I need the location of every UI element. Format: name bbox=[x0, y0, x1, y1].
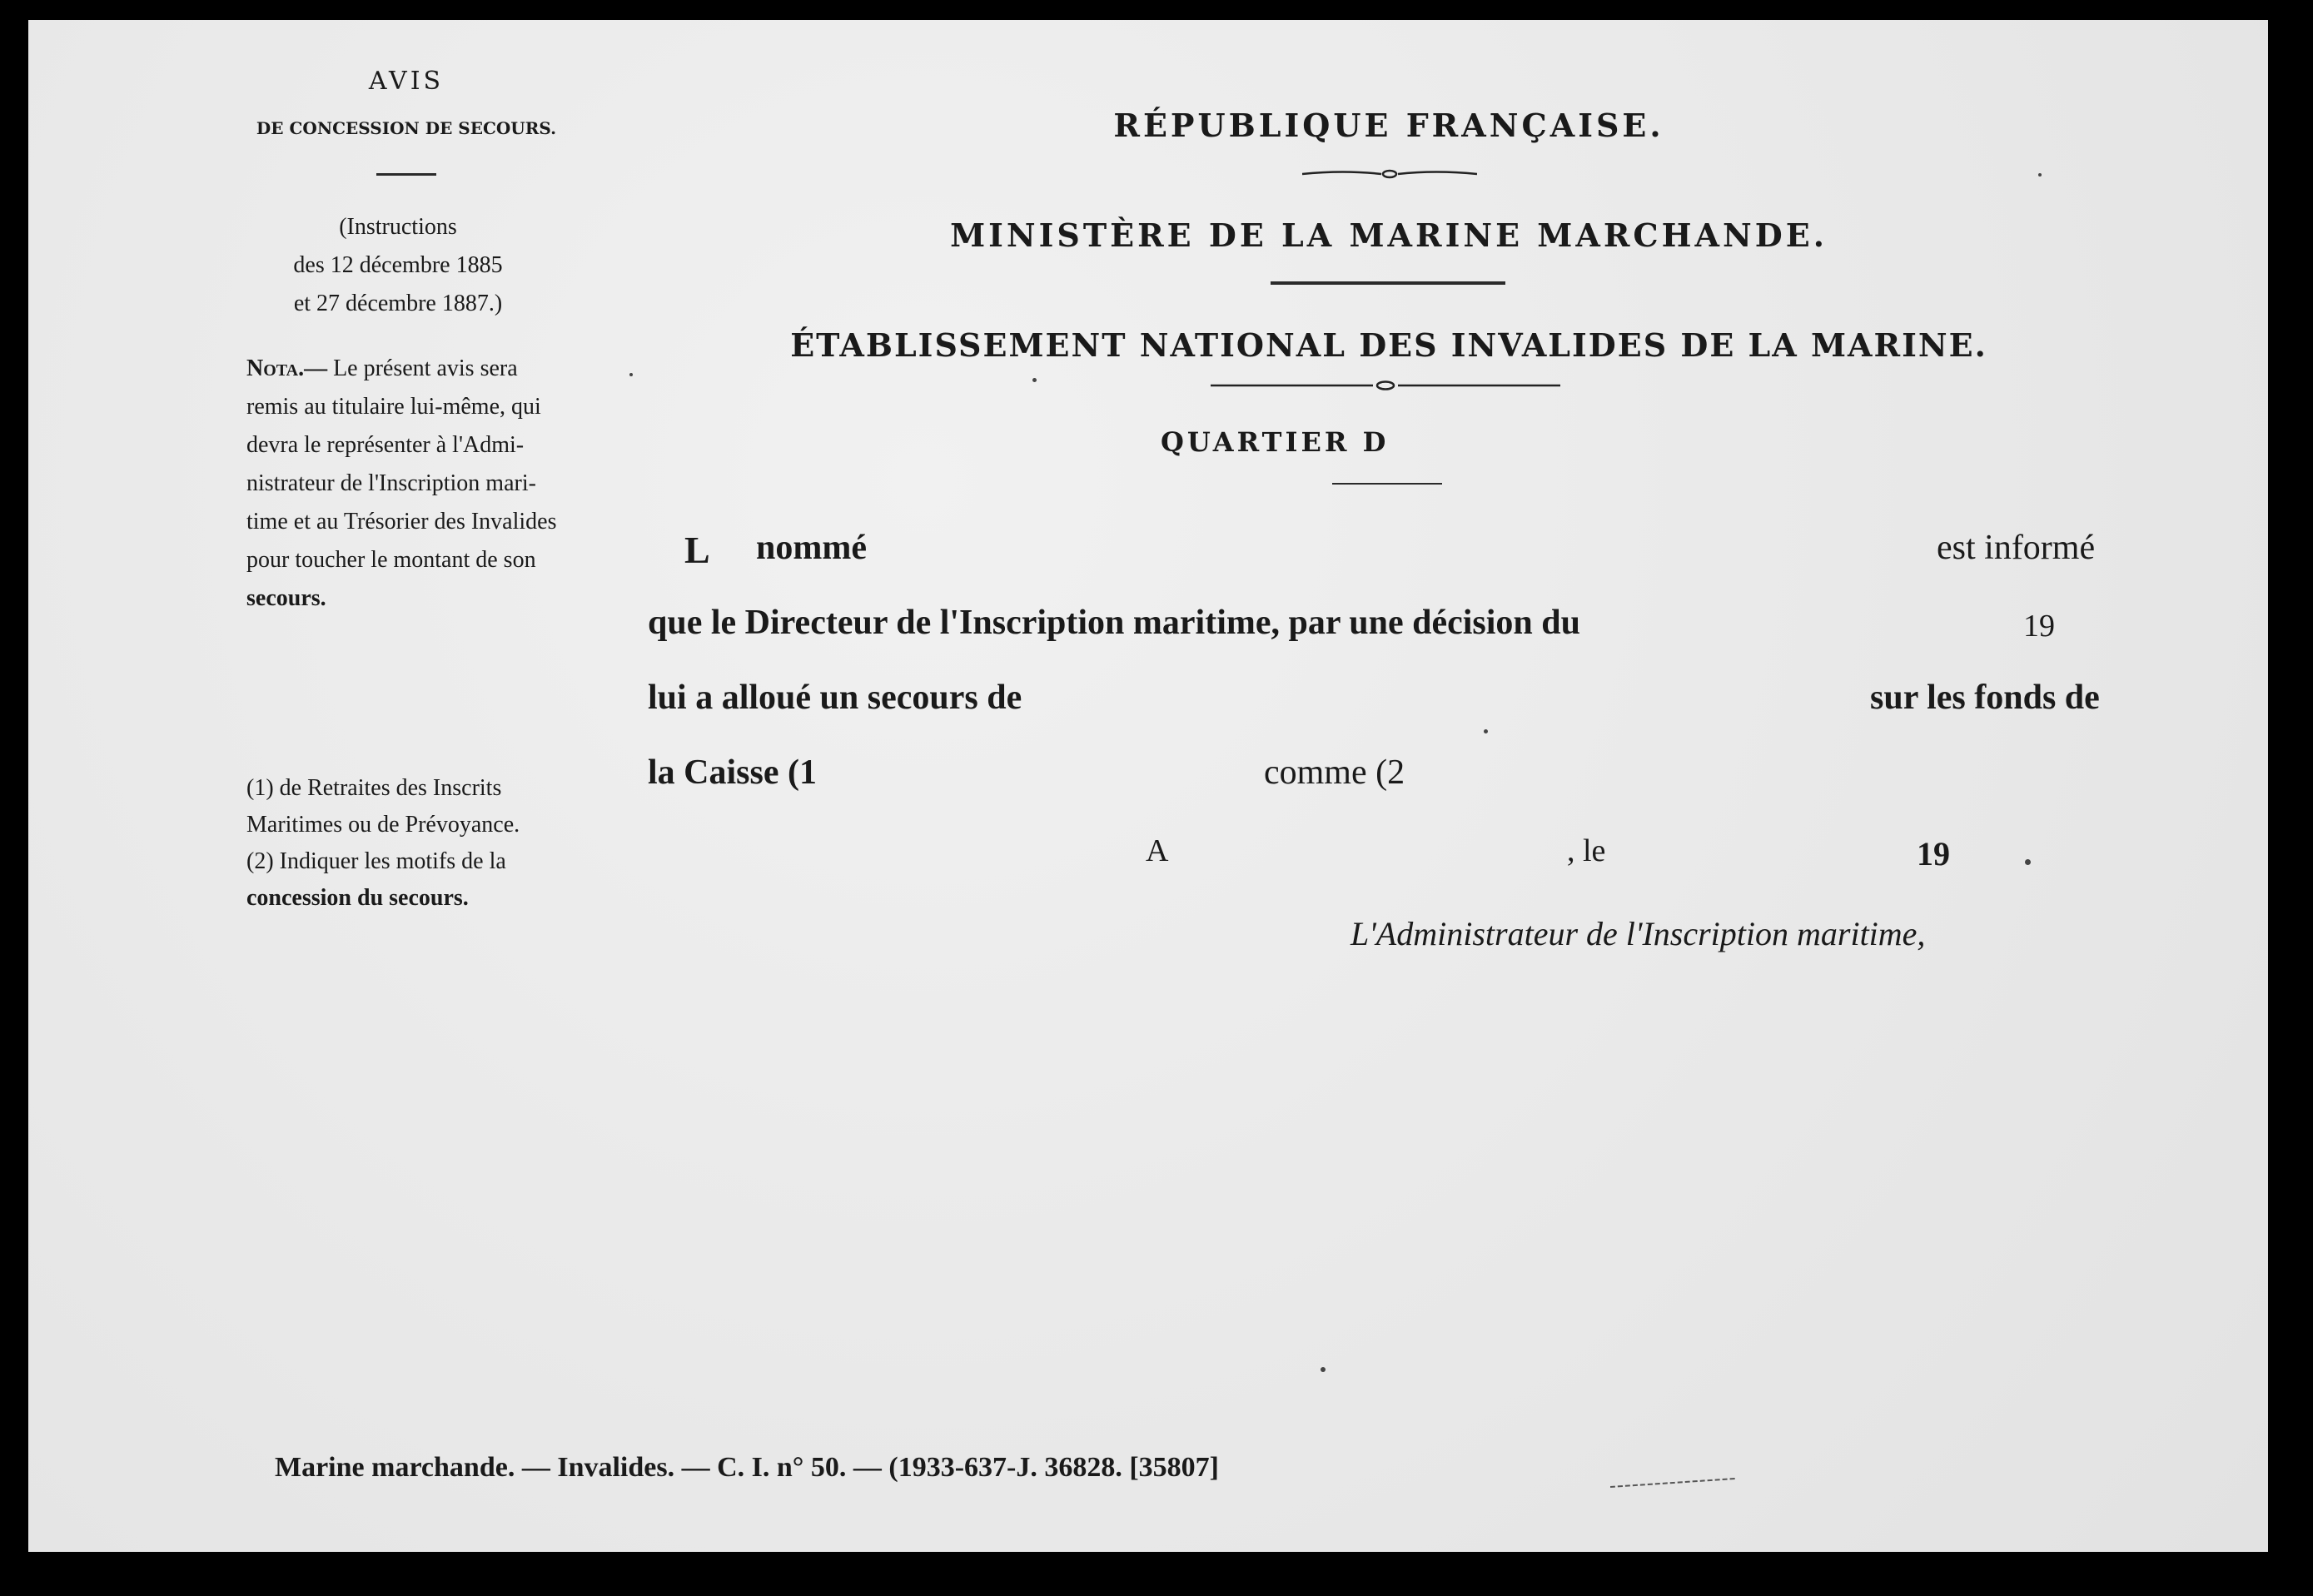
line2-year: 19 bbox=[2023, 609, 2055, 644]
line3-fonds: sur les fonds de bbox=[1870, 679, 2100, 717]
line1-informe: est informé bbox=[1937, 529, 2096, 567]
footnote-1-cont: Maritimes ou de Prévoyance. bbox=[246, 812, 520, 838]
instructions-line-1: (Instructions bbox=[339, 214, 457, 240]
nota-line-3: devra le représenter à l'Admi- bbox=[246, 432, 525, 458]
nota-line-1 bbox=[246, 350, 518, 388]
ministry-heading: MINISTÈRE DE LA MARINE MARCHANDE. bbox=[950, 216, 1828, 254]
line2-text: que le Directeur de l'Inscription maritime, par une décision du bbox=[648, 604, 1580, 642]
nota-label: Nota.— bbox=[246, 355, 328, 381]
pencil-stroke bbox=[1610, 1475, 1743, 1492]
paper-speck bbox=[1484, 729, 1488, 733]
republic-heading: RÉPUBLIQUE FRANÇAISE. bbox=[1113, 107, 1664, 144]
place-label: A bbox=[1146, 833, 1169, 868]
footnote-2-cont: concession du secours. bbox=[246, 885, 469, 911]
line4-caisse: la Caisse (1 bbox=[648, 753, 817, 792]
year-label: 19 bbox=[1917, 835, 1950, 873]
paper-speck bbox=[629, 373, 633, 376]
sidebar-title: AVIS bbox=[368, 67, 445, 96]
footnote-1: (1) de Retraites des Inscrits bbox=[246, 775, 502, 801]
instructions-line-3: et 27 décembre 1887.) bbox=[293, 291, 503, 316]
nota-line-2: remis au titulaire lui-même, qui bbox=[246, 394, 541, 420]
paper-speck bbox=[2038, 173, 2042, 177]
nota-line-6: pour toucher le montant de son bbox=[246, 547, 536, 573]
paper-speck bbox=[1032, 378, 1037, 382]
print-footer: Marine marchande. — Invalides. — C. I. n° 50. — (1933-637-J. 36828. [35807] bbox=[275, 1452, 1220, 1483]
ornament-divider-1 bbox=[1302, 168, 1477, 180]
quarter-label: QUARTIER D bbox=[1161, 426, 1390, 458]
nota-text: Le présent avis sera bbox=[333, 355, 518, 381]
sidebar-divider bbox=[376, 173, 436, 176]
paper-speck bbox=[1321, 1367, 1326, 1372]
line1-nomme: nommé bbox=[756, 529, 867, 567]
line1-start: L bbox=[684, 529, 710, 571]
ministry-underline bbox=[1271, 281, 1505, 285]
establishment-heading: ÉTABLISSEMENT NATIONAL DES INVALIDES DE LA MARINE. bbox=[790, 326, 1987, 364]
nota-line-5: time et au Trésorier des Invalides bbox=[246, 509, 557, 534]
footnote-2: (2) Indiquer les motifs de la bbox=[246, 848, 506, 874]
line4-comme: comme (2 bbox=[1264, 753, 1405, 792]
nota-line-7: secours. bbox=[246, 585, 326, 611]
sidebar-subtitle: DE CONCESSION DE SECOURS. bbox=[256, 118, 557, 138]
ornament-divider-2 bbox=[1211, 380, 1560, 391]
nota-line-4: nistrateur de l'Inscription mari- bbox=[246, 470, 536, 496]
document-page bbox=[28, 20, 2268, 1552]
date-label: , le bbox=[1567, 833, 1606, 868]
line3-text: lui a alloué un secours de bbox=[648, 679, 1022, 717]
instructions-line-2: des 12 décembre 1885 bbox=[293, 252, 503, 278]
period-dot bbox=[2025, 859, 2031, 865]
quarter-underline bbox=[1332, 483, 1442, 485]
signature-line: L'Administrateur de l'Inscription maritime, bbox=[1350, 915, 1926, 952]
